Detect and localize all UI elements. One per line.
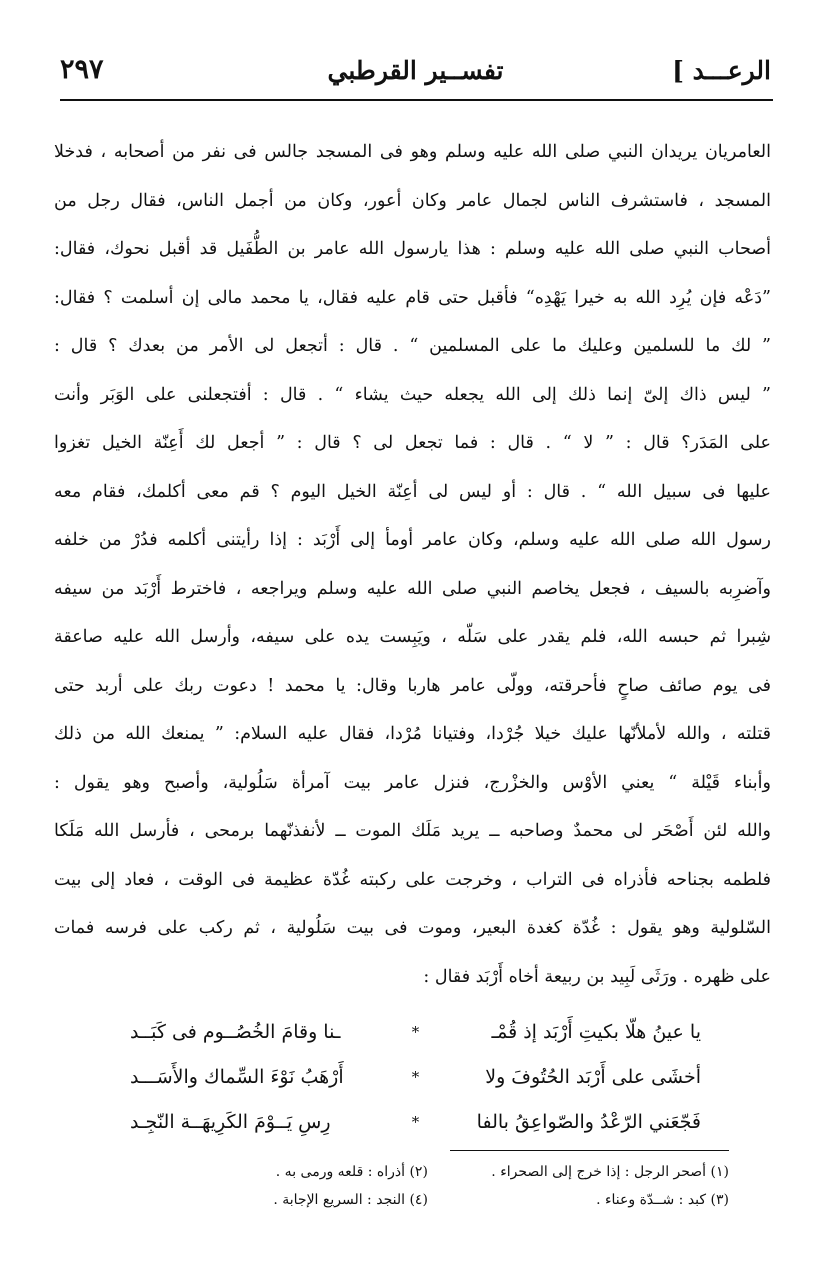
text-line: والله لئن أَصْحَر لى محمدٌ وصاحبه ــ يريد مَلَك الموت ــ لأنفذنّهما برمحى ، فأرسل الله مَلَكا bbox=[54, 821, 771, 841]
text-line: ” ليس ذاك إلىّ إنما ذلك إلى الله يجعله حيث يشاء “ . قال : أفتجعلنى على الوَبَر وأنت bbox=[54, 384, 771, 405]
footnote-row bbox=[150, 1158, 729, 1186]
text-line: السّلولية وهو يقول : غُدّة كغدة البعير، وموت فى بيت سَلُولية ، ثم ركب على فرسه فمات bbox=[54, 918, 771, 938]
footnote: (٢) أذراه : قلعه ورمى به . bbox=[275, 1164, 428, 1180]
text-line: عليها فى سبيل الله “ . قال : أو ليس لى أعِنّة الخيل اليوم ؟ قم معى أكلمك، فقام معه bbox=[54, 481, 771, 502]
text-line: وآضرِبه بالسيف ، فجعل يخاصم النبي صلى الله عليه وسلم ويراجعه ، فاخترط أَرْبَد من سيفه bbox=[54, 578, 771, 599]
footnote: (٣) كبد : شــدّة وعناء . bbox=[596, 1192, 729, 1208]
page-number: ٢٩٧ bbox=[60, 54, 104, 85]
verse-separator: * bbox=[411, 1023, 420, 1041]
verse-separator: * bbox=[411, 1068, 420, 1086]
text-line: شِبرا ثم حبسه الله، فلم يقدر على سَلّه ، ويَبِست يده على سيفه، وأرسل الله عليه صاعقة bbox=[54, 627, 771, 647]
footnotes bbox=[150, 1158, 729, 1214]
surah-name: الرعـــد ] bbox=[672, 56, 771, 85]
text-line: رسول الله صلى الله عليه وسلم، وكان عامر أومأ إلى أَرْبَد : إذا رأيتنى أكلمه فدُرْ من خلفه bbox=[54, 530, 771, 550]
text-line: ”دَعْه فإن يُرِد الله به خيرا يَهْدِه“ فأقبل حتى قام عليه فقال، يا محمد مالى إن أسلمت ؟ فقال: bbox=[54, 287, 771, 308]
header-rule bbox=[60, 99, 773, 101]
text-line: ” لك ما للسلمين وعليك ما على المسلمين “ . قال : أتجعل لى الأمر من بعدك ؟ قال : bbox=[54, 336, 771, 356]
verse bbox=[130, 1010, 701, 1055]
text-line: قتلته ، والله لأملأنّها عليك خيلا جُرْدا، وفتيانا مُرْدا، فقال عليه السلام: ” يمنعك الله من ذلك bbox=[54, 724, 771, 744]
text-line: العامريان يريدان النبي صلى الله عليه وسلم وهو فى المسجد جالس فى نفر من أصحابه ، فدخلا bbox=[54, 142, 771, 162]
footnote-row bbox=[150, 1186, 729, 1214]
body-text bbox=[54, 128, 771, 1001]
footnote: (١) أصحر الرجل : إذا خرج إلى الصحراء . bbox=[491, 1164, 729, 1180]
verse-second-hemistich: رِسِ يَــوْمَ الكَرِيهَــة النّجِـد bbox=[130, 1111, 331, 1133]
text-line: على المَدَر؟ قال : ” لا “ . قال : فما تجعل لى ؟ قال : ” أجعل لك أَعِنّة الخيل تغزوا bbox=[54, 433, 771, 453]
footnote: (٤) النجد : السريع الإجابة . bbox=[273, 1192, 428, 1208]
verse-second-hemistich: ـنا وقامَ الخُصُــوم فى كَبَــد bbox=[130, 1021, 341, 1043]
poetry-block bbox=[130, 1010, 701, 1145]
verse-separator: * bbox=[411, 1113, 420, 1131]
footnote-rule bbox=[450, 1150, 729, 1151]
text-line: فلطمه بجناحه فأذراه فى التراب ، وخرجت على ركبته غُدّة عظيمة فى الوقت ، فعاد إلى بيت bbox=[54, 869, 771, 890]
text-line: فى يوم صائف صاحٍ فأحرقته، وولّى عامر هاربا وقال: يا محمد ! دعوت ربك على أربد حتى bbox=[54, 675, 771, 696]
verse bbox=[130, 1055, 701, 1100]
text-line: المسجد ، فاستشرف الناس لجمال عامر وكان أعور، وكان من أجمل الناس، فقال رجل من bbox=[54, 190, 771, 211]
running-header bbox=[60, 48, 771, 98]
verse bbox=[130, 1100, 701, 1145]
book-title: تفســير القرطبي bbox=[327, 56, 504, 85]
verse-first-hemistich: فَجّعَني الرّعْدُ والصّواعِقُ بالفا bbox=[476, 1111, 701, 1133]
text-line: على ظهره . ورَثَى لَبِيد بن ربيعة أخاه أَرْبَد فقال : bbox=[423, 966, 771, 987]
text-line: وأبناء قَيْلة “ يعني الأوْس والخزْرج، فنزل عامر بيت آمرأة سَلُولية، وأصبح وهو يقول : bbox=[54, 772, 771, 793]
verse-first-hemistich: يا عينُ هلّا بكيتِ أَرْبَد إذ قُمْـ bbox=[491, 1021, 701, 1043]
verse-first-hemistich: أخشَى على أَرْبَد الحُتُوفَ ولا bbox=[485, 1066, 701, 1088]
text-line: أصحاب النبي صلى الله عليه وسلم : هذا يارسول الله عامر بن الطُّفَيل قد أقبل نحوك، فقال: bbox=[54, 239, 771, 259]
verse-second-hemistich: أَرْهَبُ نَوْءَ السِّماك والأَسَـــد bbox=[130, 1066, 344, 1088]
